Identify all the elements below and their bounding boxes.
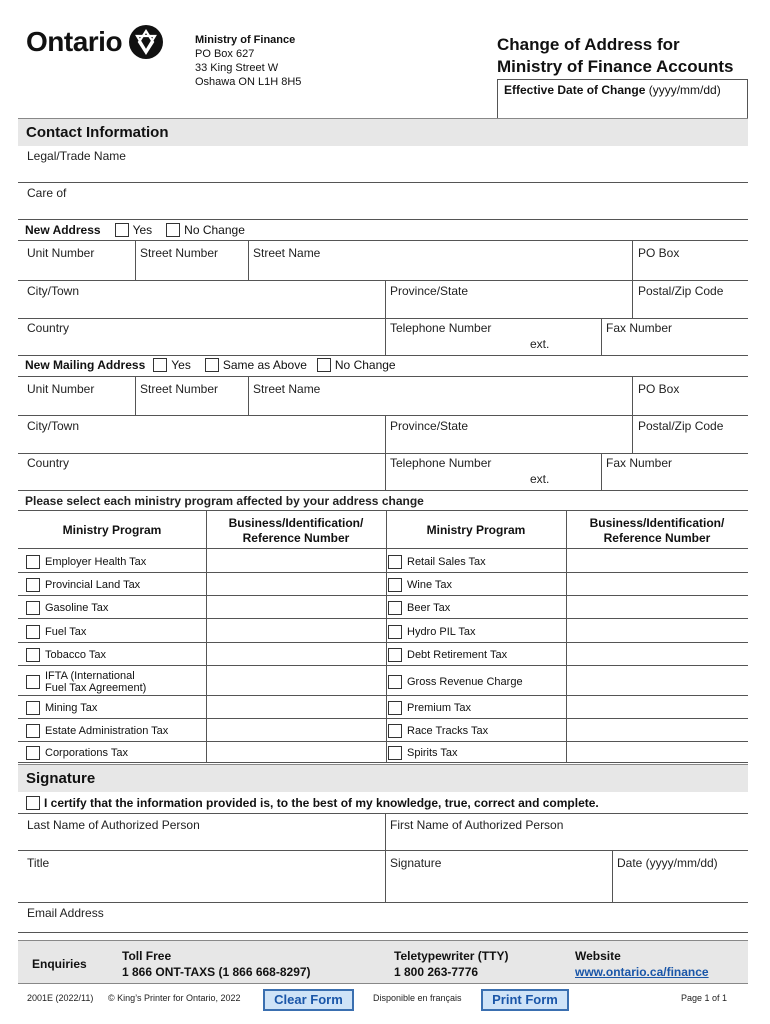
mailing-ext-label: ext. xyxy=(530,472,550,486)
new-address-row xyxy=(25,223,245,237)
new-address-yes-checkbox[interactable] xyxy=(115,223,129,237)
reference-number-field[interactable] xyxy=(207,619,385,642)
tty-label: Teletypewriter (TTY) xyxy=(394,949,509,963)
country-label: Country xyxy=(27,321,70,335)
program-checkbox[interactable] xyxy=(26,625,40,639)
program-label: Employer Health Tax xyxy=(45,556,147,568)
program-checkbox[interactable] xyxy=(388,648,402,662)
po-box-label: PO Box xyxy=(638,246,680,260)
copyright: © King’s Printer for Ontario, 2022 xyxy=(108,993,241,1003)
contact-section-header: Contact Information xyxy=(18,118,748,146)
legal-name-label: Legal/Trade Name xyxy=(27,149,126,163)
program-checkbox[interactable] xyxy=(388,555,402,569)
care-of-label: Care of xyxy=(27,186,67,200)
col-ref-left: Business/Identification/ Reference Number xyxy=(228,516,364,545)
program-checkbox[interactable] xyxy=(26,675,40,689)
program-label: Gasoline Tax xyxy=(45,602,109,614)
website-link[interactable]: www.ontario.ca/finance xyxy=(575,965,709,979)
reference-number-field[interactable] xyxy=(567,742,747,762)
tty-number: 1 800 263-7776 xyxy=(394,965,479,979)
program-checkbox[interactable] xyxy=(388,601,402,615)
program-item-left xyxy=(26,668,146,695)
date-label: Date (yyyy/mm/dd) xyxy=(617,856,718,870)
program-label: Wine Tax xyxy=(407,579,453,591)
program-label: Hydro PIL Tax xyxy=(407,625,476,638)
program-label: Spirits Tax xyxy=(407,747,458,759)
signature-section-header: Signature xyxy=(18,764,748,792)
care-of-field[interactable] xyxy=(18,183,748,220)
logo-text: Ontario xyxy=(26,26,123,57)
mailing-yes-label: Yes xyxy=(171,358,191,372)
city-label: City/Town xyxy=(27,284,80,298)
mailing-no-change-checkbox[interactable] xyxy=(317,358,331,372)
clear-form-button[interactable]: Clear Form xyxy=(263,989,354,1011)
program-checkbox[interactable] xyxy=(388,675,402,689)
reference-number-field[interactable] xyxy=(207,742,385,762)
mailing-same-checkbox[interactable] xyxy=(205,358,219,372)
print-form-button[interactable]: Print Form xyxy=(481,989,569,1011)
program-checkbox[interactable] xyxy=(388,724,402,738)
new-address-yes-label: Yes xyxy=(132,223,153,237)
reference-number-field[interactable] xyxy=(567,696,747,718)
new-address-no-change-checkbox[interactable] xyxy=(166,223,180,237)
program-checkbox[interactable] xyxy=(26,701,40,715)
address-line: PO Box 627 xyxy=(195,48,255,60)
reference-number-field[interactable] xyxy=(207,666,385,695)
reference-number-field[interactable] xyxy=(207,719,385,741)
certify-row xyxy=(26,796,599,810)
ministry-name: Ministry of Finance xyxy=(195,34,296,46)
program-label: Retail Sales Tax xyxy=(407,556,486,568)
reference-number-field[interactable] xyxy=(567,573,747,595)
trillium-icon xyxy=(128,24,164,60)
program-item-right xyxy=(388,645,507,665)
reference-number-field[interactable] xyxy=(567,550,747,572)
program-item-right xyxy=(388,721,488,741)
program-checkbox[interactable] xyxy=(26,724,40,738)
unit-number-label: Unit Number xyxy=(27,246,95,260)
enquiries-label: Enquiries xyxy=(32,957,87,971)
col-program-right: Ministry Program xyxy=(426,523,526,537)
address-line: Oshawa ON L1H 8H5 xyxy=(195,76,302,88)
fax-label: Fax Number xyxy=(606,321,673,335)
reference-number-field[interactable] xyxy=(567,596,747,618)
reference-number-field[interactable] xyxy=(207,550,385,572)
mailing-unit-label: Unit Number xyxy=(27,382,95,396)
signature-label: Signature xyxy=(390,856,442,870)
program-label: Provincial Land Tax xyxy=(45,579,141,591)
french-notice: Disponible en français xyxy=(373,993,462,1003)
program-label: Gross Revenue Charge xyxy=(407,675,523,688)
program-item-left xyxy=(26,721,168,741)
program-checkbox[interactable] xyxy=(26,648,40,662)
website-label: Website xyxy=(575,949,621,963)
reference-number-field[interactable] xyxy=(207,696,385,718)
program-item-right xyxy=(388,698,471,718)
telephone-label: Telephone Number xyxy=(390,321,492,335)
program-item-right xyxy=(388,744,458,762)
mailing-telephone-label: Telephone Number xyxy=(390,456,492,470)
toll-free-label: Toll Free xyxy=(122,949,172,963)
certify-checkbox[interactable] xyxy=(26,796,40,810)
program-item-left xyxy=(26,552,146,572)
mailing-address-title: New Mailing Address xyxy=(25,358,146,372)
mailing-no-change-label: No Change xyxy=(334,358,396,372)
page-number: Page 1 of 1 xyxy=(681,993,728,1003)
reference-number-field[interactable] xyxy=(567,666,747,695)
reference-number-field[interactable] xyxy=(207,573,385,595)
program-label: Estate Administration Tax xyxy=(45,725,169,737)
mailing-country-label: Country xyxy=(27,456,70,470)
postal-code-label: Postal/Zip Code xyxy=(638,284,724,298)
enquiries-box xyxy=(18,940,748,984)
reference-number-field[interactable] xyxy=(567,719,747,741)
program-label: Debt Retirement Tax xyxy=(407,649,508,661)
mailing-street-number-label: Street Number xyxy=(140,382,219,396)
mailing-po-box-label: PO Box xyxy=(638,382,680,396)
program-label-line2: Fuel Tax Agreement) xyxy=(45,681,147,694)
program-item-left xyxy=(26,744,128,762)
reference-number-field[interactable] xyxy=(207,596,385,618)
col-program-left: Ministry Program xyxy=(62,523,162,537)
program-item-right xyxy=(388,552,486,572)
program-item-left xyxy=(26,621,86,642)
program-checkbox[interactable] xyxy=(26,746,40,760)
toll-free-number: 1 866 ONT-TAXS (1 866 668-8297) xyxy=(122,965,311,979)
program-label: Beer Tax xyxy=(407,602,451,614)
col-ref-right: Business/Identification/ Reference Number xyxy=(589,516,725,545)
program-checkbox[interactable] xyxy=(26,555,40,569)
program-checkbox[interactable] xyxy=(26,601,40,615)
program-item-right xyxy=(388,575,452,595)
mailing-fax-label: Fax Number xyxy=(606,456,673,470)
program-checkbox[interactable] xyxy=(388,701,402,715)
program-item-right xyxy=(388,621,475,642)
program-label: Race Tracks Tax xyxy=(407,725,489,737)
program-item-left xyxy=(26,598,108,618)
program-checkbox[interactable] xyxy=(26,578,40,592)
ministry-address xyxy=(195,33,301,89)
program-checkbox[interactable] xyxy=(388,578,402,592)
program-label: IFTA (International xyxy=(45,669,135,682)
first-name-label: First Name of Authorized Person xyxy=(390,818,564,832)
ontario-logo xyxy=(26,24,164,60)
program-checkbox[interactable] xyxy=(388,625,402,639)
program-item-right xyxy=(388,668,523,695)
program-item-left xyxy=(26,698,97,718)
program-instruction: Please select each ministry program affected by your address change xyxy=(25,494,424,508)
form-title: Change of Address for Ministry of Finance Accounts xyxy=(497,35,734,76)
last-name-label: Last Name of Authorized Person xyxy=(27,818,200,832)
email-label: Email Address xyxy=(27,906,104,920)
certify-text: I certify that the information provided is, to the best of my knowledge, true, correct and complete. xyxy=(44,796,599,810)
mailing-yes-checkbox[interactable] xyxy=(153,358,167,372)
program-label: Fuel Tax xyxy=(45,625,87,638)
reference-number-field[interactable] xyxy=(567,643,747,665)
mailing-street-name-label: Street Name xyxy=(253,382,321,396)
program-item-left xyxy=(26,645,106,665)
street-number-label: Street Number xyxy=(140,246,219,260)
new-address-no-change-label: No Change xyxy=(184,223,245,237)
province-label: Province/State xyxy=(390,284,469,298)
program-label: Mining Tax xyxy=(45,702,98,714)
program-label: Premium Tax xyxy=(407,702,471,714)
form-number: 2001E (2022/11) xyxy=(27,993,94,1003)
mailing-address-row xyxy=(25,358,396,372)
program-label: Corporations Tax xyxy=(45,747,128,759)
reference-number-field[interactable] xyxy=(567,619,747,642)
mailing-same-label: Same as Above xyxy=(222,358,307,372)
effective-date-label: Effective Date of Change xyxy=(504,83,646,97)
legal-name-field[interactable] xyxy=(18,146,748,183)
program-label: Tobacco Tax xyxy=(45,649,106,661)
program-checkbox[interactable] xyxy=(388,746,402,760)
ext-label: ext. xyxy=(530,337,550,351)
program-label-multiline xyxy=(45,670,146,694)
effective-date-format: (yyyy/mm/dd) xyxy=(645,83,721,97)
mailing-postal-label: Postal/Zip Code xyxy=(638,419,724,433)
title-label: Title xyxy=(27,856,50,870)
program-item-right xyxy=(388,598,450,618)
address-line: 33 King Street W xyxy=(195,62,279,74)
street-name-label: Street Name xyxy=(253,246,321,260)
effective-date-field[interactable] xyxy=(497,79,748,119)
mailing-city-label: City/Town xyxy=(27,419,80,433)
new-address-title: New Address xyxy=(25,223,101,237)
program-item-left xyxy=(26,575,140,595)
reference-number-field[interactable] xyxy=(207,643,385,665)
mailing-province-label: Province/State xyxy=(390,419,469,433)
